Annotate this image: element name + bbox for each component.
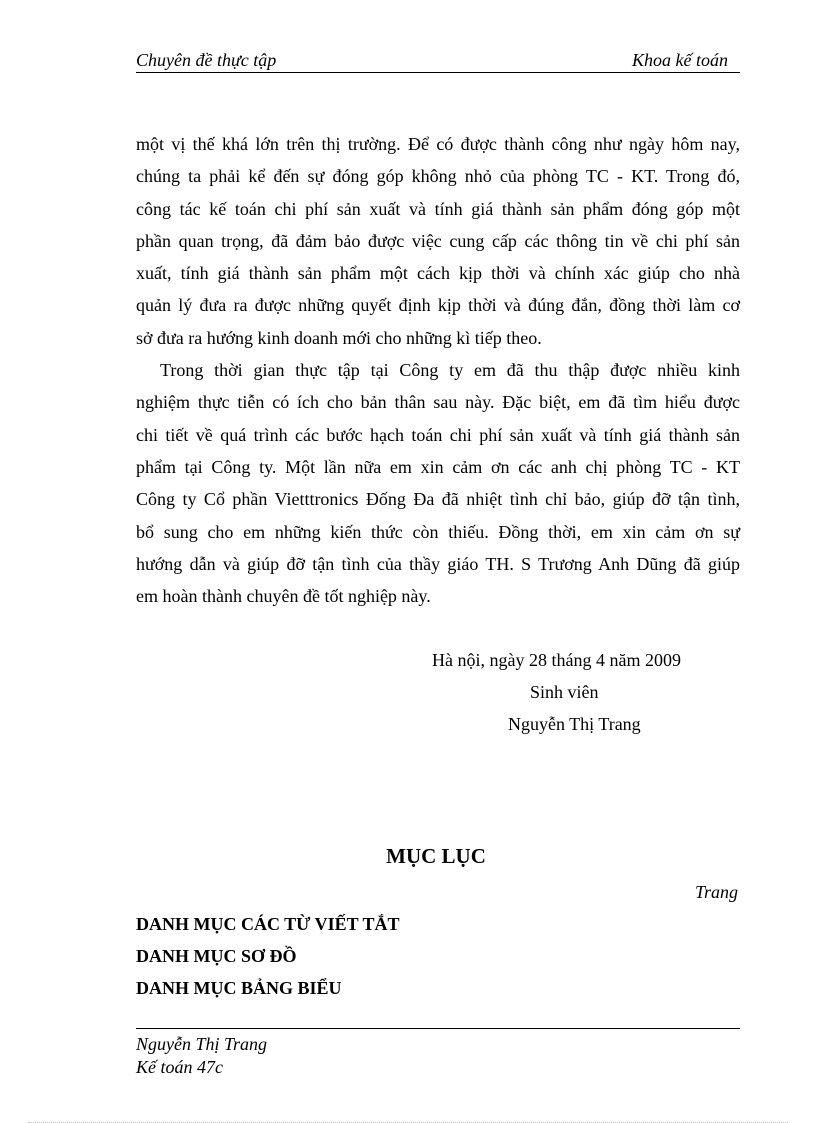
- text-line: một vị thế khá lớn trên thị trường. Để có được thành công như ngày hôm nay,: [136, 134, 740, 154]
- toc-item[interactable]: DANH MỤC CÁC TỪ VIẾT TẮT: [136, 914, 400, 934]
- text-line: xuất, tính giá thành sản phẩm một cách kịp thời và chính xác giúp cho nhà: [136, 263, 740, 284]
- header-right: Khoa kế toán: [632, 50, 728, 70]
- text-line: hướng dẫn và giúp đỡ tận tình của thầy giáo TH. S Trương Anh Dũng đã giúp: [136, 553, 740, 574]
- text-line: phần quan trọng, đã đảm bảo được việc cung cấp các thông tin về chi phí sản: [136, 230, 740, 251]
- paragraph-2: [136, 354, 740, 612]
- toc-item[interactable]: DANH MỤC BẢNG BIỂU: [136, 978, 342, 998]
- text-line: chúng ta phải kể đến sự đóng góp không nhỏ của phòng TC - KT. Trong đó,: [136, 166, 740, 187]
- toc-page-label: Trang: [694, 882, 738, 902]
- footer-author: Nguyễn Thị Trang: [136, 1034, 268, 1054]
- text-line: nghiệm thực tiễn có ích cho bản thân sau này. Đặc biệt, em đã tìm hiểu được: [136, 392, 740, 413]
- signature-name: Nguyễn Thị Trang: [508, 714, 641, 734]
- paragraph-1: [136, 128, 740, 354]
- body-text: [136, 128, 740, 612]
- footer-class: Kế toán 47c: [136, 1057, 223, 1077]
- signature-role: Sinh viên: [530, 682, 599, 702]
- text-line: phẩm tại Công ty. Một lần nữa em xin cảm ơn các anh chị phòng TC - KT: [136, 456, 740, 477]
- text-line: Trong thời gian thực tập tại Công ty em đã thu thập được nhiều kinh: [160, 360, 740, 381]
- footer-divider: [136, 1028, 740, 1029]
- text-line: quản lý đưa ra được những quyết định kịp thời và đúng đắn, đồng thời làm cơ: [136, 295, 740, 316]
- toc-title: MỤC LỤC: [386, 844, 486, 868]
- text-line: bổ sung cho em những kiến thức còn thiếu. Đồng thời, em xin cảm ơn sự: [136, 521, 740, 542]
- text-line: công tác kế toán chi phí sản xuất và tính giá thành sản phẩm đóng góp một: [136, 198, 740, 219]
- header-left: Chuyên đề thực tập: [136, 50, 277, 70]
- text-line: em hoàn thành chuyên đề tốt nghiệp này.: [136, 586, 431, 607]
- page-header: [136, 48, 740, 73]
- text-line: chi tiết về quá trình các bước hạch toán chi phí sản xuất và tính giá thành sản: [136, 424, 740, 445]
- text-line: Công ty Cổ phần Vietttronics Đống Đa đã nhiệt tình chỉ bảo, giúp đỡ tận tình,: [136, 489, 740, 510]
- text-line: sở đưa ra hướng kinh doanh mới cho những kì tiếp theo.: [136, 327, 542, 348]
- signature-date: Hà nội, ngày 28 tháng 4 năm 2009: [432, 650, 681, 670]
- toc-item[interactable]: DANH MỤC SƠ ĐỒ: [136, 946, 297, 966]
